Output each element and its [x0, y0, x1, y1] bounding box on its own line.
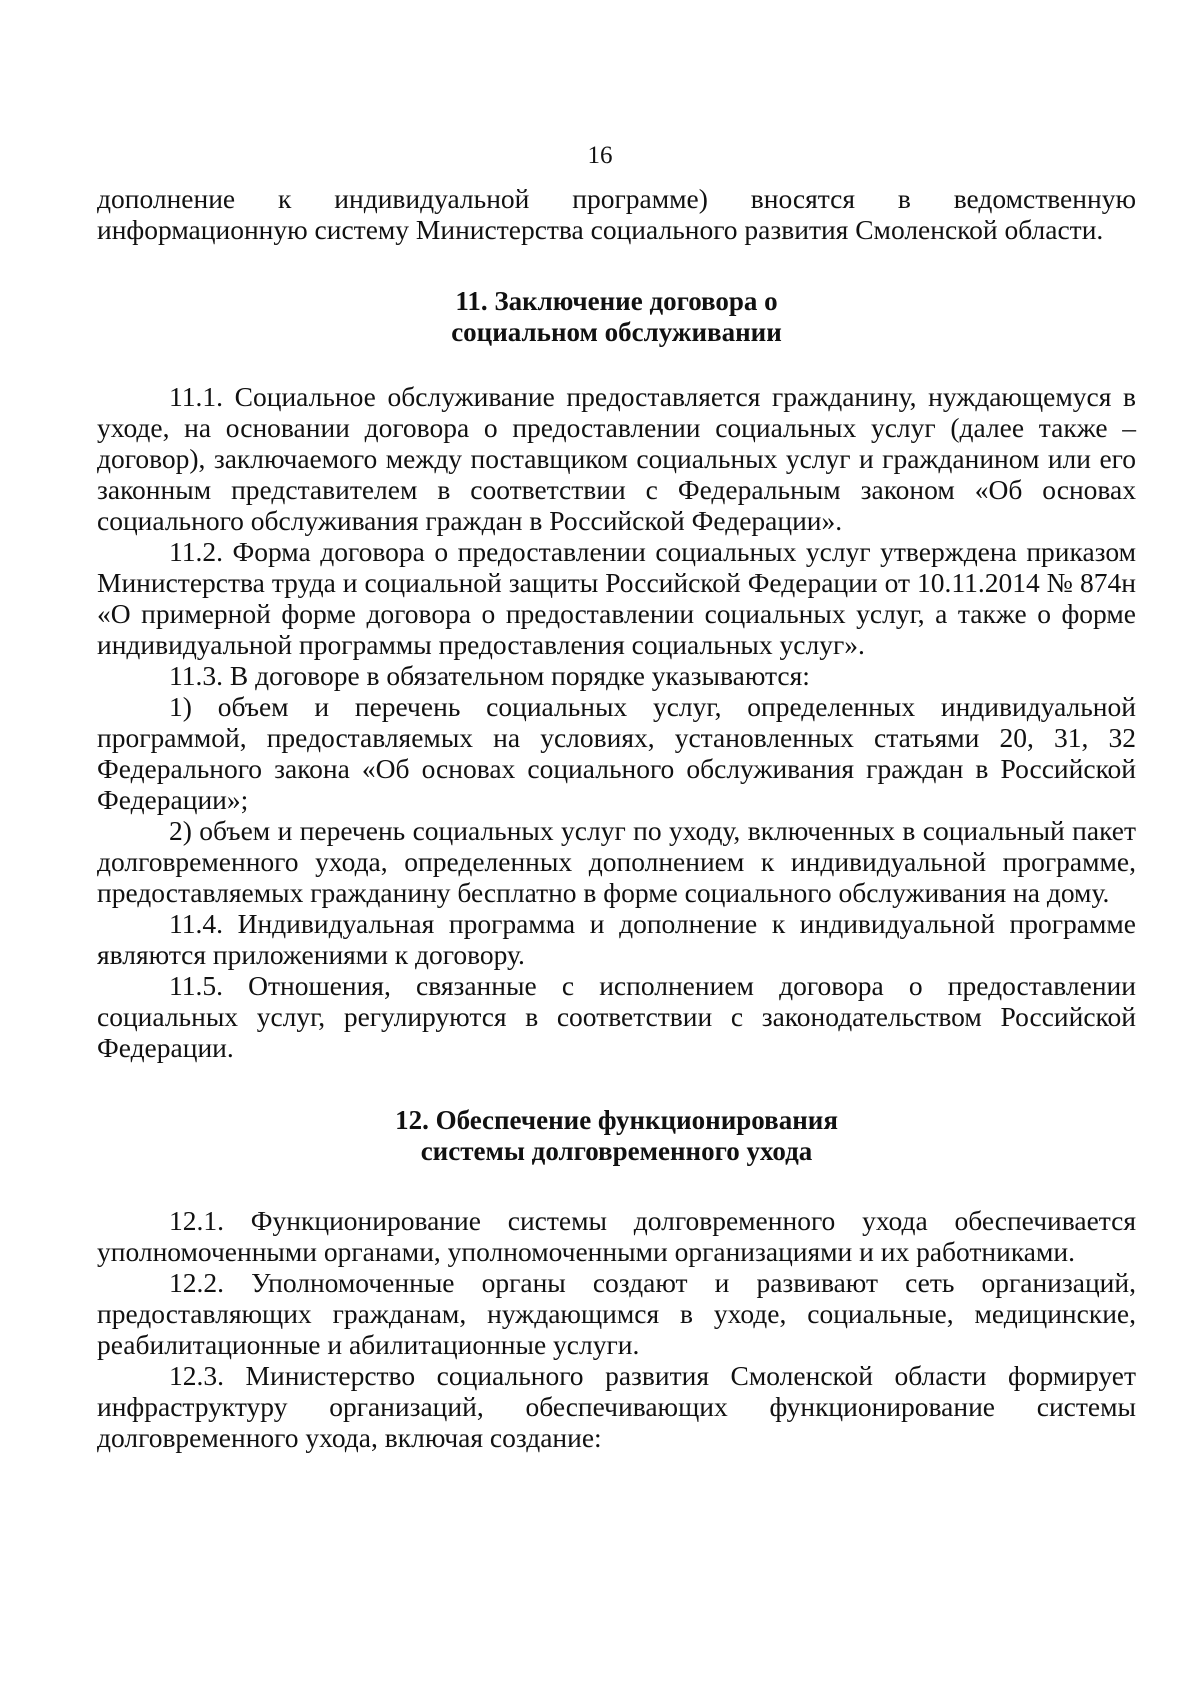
paragraph-11-3-item-1: 1) объем и перечень социальных услуг, определенных индивидуальной программой, предоставляемых на условиях, установленных статьями 20, 31, 32 Федерального закона «Об основах социального обслуживания граждан в Российской Федерации»;	[97, 691, 1136, 815]
section-11-title-line-1: 11. Заключение договора о	[455, 286, 778, 316]
paragraph-12-3: 12.3. Министерство социального развития Смоленской области формирует инфраструктуру организаций, обеспечивающих функционирование системы долговременного ухода, включая создание:	[97, 1360, 1136, 1453]
section-11-title-line-2: социальном обслуживании	[451, 317, 782, 347]
paragraph-11-3: 11.3. В договоре в обязательном порядке указываются:	[169, 660, 810, 691]
paragraph-11-1: 11.1. Социальное обслуживание предоставляется гражданину, нуждающемуся в уходе, на основании договора о предоставлении социальных услуг (далее также – договор), заключаемого между поставщиком социальных услуг и гражданином или его законным представителем в соответствии с Федеральным законом «Об основах социального обслуживания граждан в Российской Федерации».	[97, 381, 1136, 536]
page-number: 16	[587, 142, 613, 169]
document-body	[97, 183, 1136, 1453]
paragraph-12-1: 12.1. Функционирование системы долговременного ухода обеспечивается уполномоченными органами, уполномоченными организациями и их работниками.	[97, 1205, 1136, 1267]
paragraph-12-2: 12.2. Уполномоченные органы создают и развивают сеть организаций, предоставляющих гражданам, нуждающимся в уходе, социальные, медицинские, реабилитационные и абилитационные услуги.	[97, 1267, 1136, 1360]
paragraph-11-4: 11.4. Индивидуальная программа и дополнение к индивидуальной программе являются приложениями к договору.	[97, 908, 1136, 970]
section-11-heading	[97, 286, 1136, 348]
paragraph-11-2: 11.2. Форма договора о предоставлении социальных услуг утверждена приказом Министерства труда и социальной защиты Российской Федерации от 10.11.2014 № 874н «О примерной форме договора о предоставлении социальных услуг, а также о форме индивидуальной программы предоставления социальных услуг».	[97, 536, 1136, 660]
section-12-title-line-1: 12. Обеспечение функционирования	[395, 1105, 838, 1135]
section-12-title-line-2: системы долговременного ухода	[420, 1136, 813, 1166]
paragraph-11-3-item-2: 2) объем и перечень социальных услуг по уходу, включенных в социальный пакет долговременного ухода, определенных дополнением к индивидуальной программе, предоставляемых гражданину бесплатно в форме социального обслуживания на дому.	[97, 815, 1136, 908]
intro-paragraph: дополнение к индивидуальной программе) вносятся в ведомственную информационную систему Министерства социального развития Смоленской области.	[97, 183, 1136, 245]
section-12-heading	[97, 1105, 1136, 1167]
paragraph-11-5: 11.5. Отношения, связанные с исполнением договора о предоставлении социальных услуг, регулируются в соответствии с законодательством Российской Федерации.	[97, 970, 1136, 1063]
